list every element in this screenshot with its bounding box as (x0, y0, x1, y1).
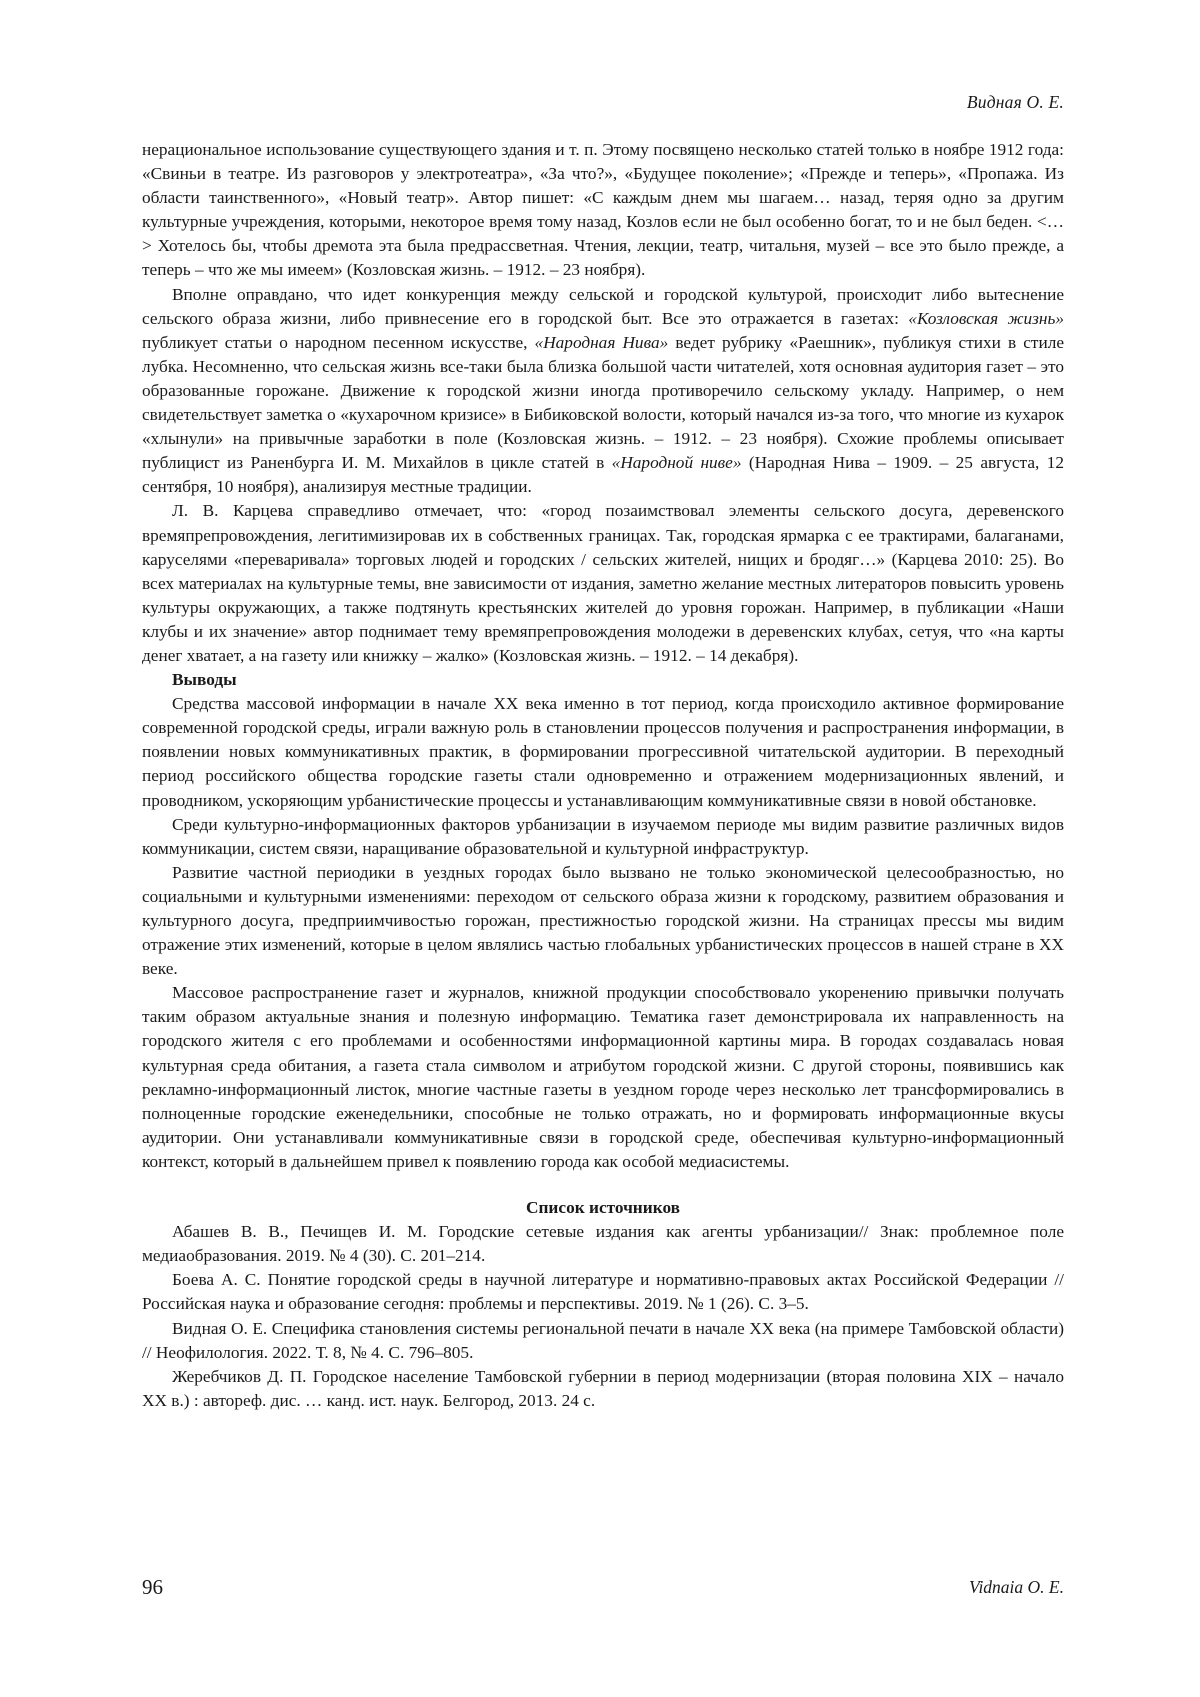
reference-item: Абашев В. В., Печищев И. М. Городские сетевые издания как агенты урбанизации// Знак: проблемное поле медиаобразования. 2019. № 4 (30). С. 201–214. (142, 1222, 1064, 1266)
references-heading: Список источников (526, 1198, 680, 1218)
newspaper-title-kozlovskaya-zhizn: «Козловская жизнь» (908, 308, 1064, 328)
page-number: 96 (142, 1575, 163, 1599)
paragraph-2 (142, 283, 1064, 500)
reference-item: Жеребчиков Д. П. Городское население Тамбовской губернии в период модернизации (вторая половина XIX – начало XX в.) : автореф. дис. … канд. ист. наук. Белгород, 2013. 24 с. (142, 1366, 1064, 1410)
paragraph-1: нерациональное использование существующего здания и т. п. Этому посвящено несколько статей только в ноябре 1912 года: «Свиньи в театре. Из разговоров у электротеатра», «За что?», «Будущее поколение»; «Прежде и теперь», «Пропажа. Из области таинственного», «Новый театр». Автор пишет: «С каждым днем мы шагаем… назад, теряя одно за другим культурные учреждения, которыми, некоторое время тому назад, Козлов если не был особенно богат, то и не был беден. <…> Хотелось бы, чтобы дремота эта была предрассветная. Чтения, лекции, театр, читальня, музей – все это было прежде, а теперь – что же мы имеем» (Козловская жизнь. – 1912. – 23 ноября). (142, 140, 1064, 280)
paragraph-3: Л. В. Карцева справедливо отмечает, что: «город позаимствовал элементы сельского досуга, деревенского времяпрепровождения, легитимизировав их в собственных границах. Так, городская ярмарка с ее трактирами, балаганами, каруселями «переваривала» торговых людей и городских / сельских жителей, нищих и бродяг…» (Карцева 2010: 25). Во всех материалах на культурные темы, вне зависимости от издания, заметно желание местных литераторов повысить уровень культуры окружающих, а также подтянуть крестьянских жителей до уровня горожан. Например, в публикации «Наши клубы и их значение» автор поднимает тему времяпрепровождения молодежи в деревенских клубах, сетуя, что «на карты денег хватает, а на газету или книжку – жалко» (Козловская жизнь. – 1912. – 14 декабря). (142, 501, 1064, 665)
conclusions-heading: Выводы (172, 670, 237, 690)
reference-item: Видная О. Е. Специфика становления системы региональной печати в начале XX века (на примере Тамбовской области) // Неофилология. 2022. Т. 8, № 4. С. 796–805. (142, 1318, 1064, 1362)
article-body (142, 138, 1064, 1413)
footer-author-latin: Vidnaia O. E. (969, 1577, 1064, 1597)
references-list (142, 1220, 1064, 1413)
paragraph-7: Массовое распространение газет и журналов, книжной продукции способствовало укоренению привычки получать таким образом актуальные знания и полезную информацию. Тематика газет демонстрировала их направленность на городского жителя с его проблемами и особенностями информационной картины мира. В городах создавалась новая культурная среда обитания, а газета стала символом и атрибутом городской жизни. С другой стороны, появившись как рекламно-информационный листок, многие частные газеты в уездном городе через несколько лет трансформировались в полноценные городские еженедельники, способные не только отражать, но и формировать информационные вкусы аудитории. Они устанавливали коммуникативные связи в городской среде, обеспечивая культурно-информационный контекст, который в дальнейшем привел к появлению города как особой медиасистемы. (142, 983, 1064, 1171)
paragraph-2-text-d: (Народная Нива – 1909. – 25 августа, 12 сентября, 10 ноября), анализируя местные традиции. (142, 453, 1064, 497)
reference-item: Боева А. С. Понятие городской среды в научной литературе и нормативно-правовых актах Российской Федерации // Российская наука и образование сегодня: проблемы и перспективы. 2019. № 1 (26). С. 3–5. (142, 1270, 1064, 1314)
running-head-author: Видная О. Е. (966, 92, 1064, 112)
paragraph-2-text-c: ведет рубрику «Раешник», публикуя стихи в стиле лубка. Несомненно, что сельская жизнь все-таки была близка большой части читателей, хотя основная аудитория газет – это образованные горожане. Движение к городской жизни иногда противоречило сельскому укладу. Например, о нем свидетельствует заметка о «кухарочном кризисе» в Бибиковской волости, который начался из-за того, что многие из кухарок «хлынули» на привычные заработки в поле (Козловская жизнь. – 1912. – 23 ноября). Схожие проблемы описывает публицист из Раненбурга И. М. Михайлов в цикле статей в (142, 332, 1064, 473)
paragraph-2-text-a: Вполне оправдано, что идет конкуренция между сельской и городской культурой, происходит либо вытеснение сельского образа жизни, либо привнесение его в городской быт. Все это отражается в газетах: (142, 284, 1064, 328)
paragraph-5: Среди культурно-информационных факторов урбанизации в изучаемом периоде мы видим развитие различных видов коммуникации, систем связи, наращивание образовательной и культурной инфраструктур. (142, 814, 1064, 858)
newspaper-title-narodnoy-nive: «Народной ниве» (611, 453, 742, 473)
paragraph-6: Развитие частной периодики в уездных городах было вызвано не только экономической целесообразностью, но социальными и культурными изменениями: переходом от сельского образа жизни к городскому, развитием образования и культурного досуга, предприимчивостью горожан, престижностью городской жизни. На страницах прессы мы видим отражение этих изменений, которые в целом являлись частью глобальных урбанистических процессов в нашей стране в XX веке. (142, 862, 1064, 979)
newspaper-title-narodnaya-niva: «Народная Нива» (534, 332, 669, 352)
paragraph-2-text-b: публикует статьи о народном песенном искусстве, (142, 332, 535, 352)
paragraph-4: Средства массовой информации в начале XX века именно в тот период, когда происходило активное формирование современной городской среды, играли важную роль в становлении процессов получения и распространения информации, в появлении новых коммуникативных практик, в формировании прогрессивной читательской аудитории. В переходный период российского общества городские газеты стали одновременно и отражением модернизационных явлений, и проводником, ускоряющим урбанистические процессы и устанавливающим коммуникативные связи в новой обстановке. (142, 694, 1064, 810)
